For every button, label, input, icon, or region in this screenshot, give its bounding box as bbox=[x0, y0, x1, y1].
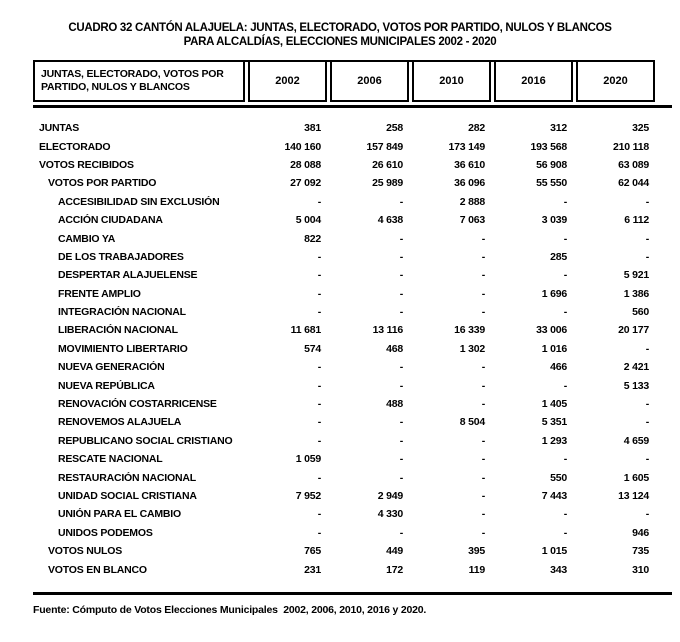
row-label: MOVIMIENTO LIBERTARIO bbox=[58, 342, 188, 355]
cell-value: 210 118 bbox=[613, 140, 649, 153]
cell-value: - bbox=[481, 269, 485, 282]
cell-value: - bbox=[481, 287, 485, 300]
cell-value: - bbox=[399, 306, 403, 319]
table-row bbox=[33, 395, 655, 413]
header-stub-cell: JUNTAS, ELECTORADO, VOTOS POR PARTIDO, NULOS Y BLANCOS bbox=[33, 62, 245, 102]
cell-value: 55 550 bbox=[536, 177, 567, 190]
cell-value: - bbox=[317, 471, 321, 484]
year-header-cell: 2020 bbox=[576, 62, 655, 102]
cell-value: 13 116 bbox=[372, 324, 403, 337]
cell-value: - bbox=[399, 526, 403, 539]
cell-value: - bbox=[399, 195, 403, 208]
cell-value: 468 bbox=[386, 342, 403, 355]
table-row bbox=[33, 560, 655, 578]
year-header-cell: 2002 bbox=[248, 62, 327, 102]
cell-value: 63 089 bbox=[618, 158, 649, 171]
row-label: LIBERACIÓN NACIONAL bbox=[58, 324, 178, 337]
cell-value: 765 bbox=[304, 545, 321, 558]
cell-value: 285 bbox=[550, 250, 567, 263]
cell-value: - bbox=[645, 232, 649, 245]
cell-value: 28 088 bbox=[290, 158, 321, 171]
cell-value: - bbox=[399, 453, 403, 466]
row-label: RESCATE NACIONAL bbox=[58, 453, 163, 466]
cell-value: - bbox=[317, 379, 321, 392]
cell-value: - bbox=[317, 416, 321, 429]
cell-value: - bbox=[645, 508, 649, 521]
cell-value: - bbox=[317, 287, 321, 300]
table-row bbox=[33, 432, 655, 450]
source-note: Fuente: Cómputo de Votos Elecciones Municipales 2002, 2006, 2010, 2016 y 2020. bbox=[33, 604, 427, 616]
header-bottom-rule bbox=[33, 105, 672, 108]
cell-value: - bbox=[317, 361, 321, 374]
cell-value: 5 351 bbox=[541, 416, 567, 429]
year-header-cell: 2006 bbox=[330, 62, 409, 102]
table-row bbox=[33, 303, 655, 321]
cell-value: - bbox=[399, 416, 403, 429]
cell-value: - bbox=[563, 526, 567, 539]
cell-value: - bbox=[317, 526, 321, 539]
row-label: FRENTE AMPLIO bbox=[58, 287, 141, 300]
cell-value: - bbox=[317, 434, 321, 447]
row-label: VOTOS RECIBIDOS bbox=[39, 158, 134, 171]
cell-value: 325 bbox=[632, 122, 649, 135]
cell-value: - bbox=[481, 398, 485, 411]
cell-value: 20 177 bbox=[618, 324, 649, 337]
row-label: DE LOS TRABAJADORES bbox=[58, 250, 184, 263]
table-row bbox=[33, 156, 655, 174]
table-row bbox=[33, 193, 655, 211]
cell-value: - bbox=[645, 416, 649, 429]
row-label: DESPERTAR ALAJUELENSE bbox=[58, 269, 198, 282]
row-label: CAMBIO YA bbox=[58, 232, 116, 245]
table-row bbox=[33, 413, 655, 431]
row-label: ACCESIBILIDAD SIN EXCLUSIÓN bbox=[58, 195, 220, 208]
cell-value: 395 bbox=[468, 545, 485, 558]
cell-value: 1 059 bbox=[295, 453, 321, 466]
table-row bbox=[33, 285, 655, 303]
cell-value: - bbox=[563, 195, 567, 208]
cell-value: 172 bbox=[386, 563, 403, 576]
cell-value: - bbox=[645, 342, 649, 355]
cell-value: 5 921 bbox=[623, 269, 649, 282]
table-row bbox=[33, 487, 655, 505]
cell-value: 5 133 bbox=[623, 379, 649, 392]
cell-value: - bbox=[645, 195, 649, 208]
table-row bbox=[33, 266, 655, 284]
cell-value: 282 bbox=[468, 122, 485, 135]
cell-value: 2 421 bbox=[623, 361, 649, 374]
cell-value: 1 605 bbox=[623, 471, 649, 484]
table-row bbox=[33, 321, 655, 339]
row-label: RENOVACIÓN COSTARRICENSE bbox=[58, 398, 217, 411]
cell-value: 1 696 bbox=[541, 287, 567, 300]
cell-value: - bbox=[563, 508, 567, 521]
cell-value: - bbox=[481, 250, 485, 263]
cell-value: - bbox=[317, 195, 321, 208]
cell-value: 1 386 bbox=[623, 287, 649, 300]
table-row bbox=[33, 137, 655, 155]
cell-value: - bbox=[481, 471, 485, 484]
cell-value: - bbox=[399, 379, 403, 392]
row-label: JUNTAS bbox=[39, 122, 80, 135]
cell-value: - bbox=[317, 269, 321, 282]
cell-value: 157 849 bbox=[366, 140, 403, 153]
cell-value: 466 bbox=[550, 361, 567, 374]
cell-value: 16 339 bbox=[454, 324, 485, 337]
cell-value: - bbox=[399, 434, 403, 447]
cell-value: - bbox=[645, 398, 649, 411]
cell-value: 1 293 bbox=[541, 434, 567, 447]
row-label: UNIDAD SOCIAL CRISTIANA bbox=[58, 490, 197, 502]
table-row bbox=[33, 248, 655, 266]
row-label: INTEGRACIÓN NACIONAL bbox=[58, 306, 186, 319]
cell-value: 312 bbox=[550, 122, 567, 135]
year-header-cell: 2010 bbox=[412, 62, 491, 102]
cell-value: - bbox=[563, 232, 567, 245]
cell-value: - bbox=[481, 306, 485, 319]
cell-value: 13 124 bbox=[618, 490, 649, 502]
row-label: ELECTORADO bbox=[39, 140, 111, 153]
cell-value: 574 bbox=[304, 342, 321, 355]
cell-value: 735 bbox=[632, 545, 649, 558]
cell-value: 1 405 bbox=[541, 398, 567, 411]
cell-value: - bbox=[481, 434, 485, 447]
table-row bbox=[33, 340, 655, 358]
cell-value: 27 092 bbox=[290, 177, 321, 190]
cell-value: - bbox=[481, 508, 485, 521]
table-row bbox=[33, 358, 655, 376]
cell-value: - bbox=[481, 361, 485, 374]
cell-value: - bbox=[481, 232, 485, 245]
cell-value: - bbox=[399, 361, 403, 374]
cell-value: - bbox=[645, 250, 649, 263]
cell-value: 173 149 bbox=[448, 140, 485, 153]
cell-value: 62 044 bbox=[618, 177, 649, 190]
cell-value: - bbox=[563, 453, 567, 466]
cell-value: 1 302 bbox=[459, 342, 485, 355]
cell-value: 6 112 bbox=[624, 214, 649, 227]
cell-value: 560 bbox=[632, 306, 649, 319]
cell-value: 8 504 bbox=[459, 416, 485, 429]
cell-value: - bbox=[399, 232, 403, 245]
cell-value: 33 006 bbox=[536, 324, 567, 337]
cell-value: 193 568 bbox=[530, 140, 567, 153]
table-body bbox=[33, 119, 655, 579]
year-header-cell: 2016 bbox=[494, 62, 573, 102]
cell-value: 36 096 bbox=[454, 177, 485, 190]
cell-value: 4 330 bbox=[377, 508, 403, 521]
cell-value: 25 989 bbox=[372, 177, 403, 190]
cell-value: 140 160 bbox=[284, 140, 321, 153]
cell-value: 2 949 bbox=[377, 490, 403, 502]
table-row bbox=[33, 376, 655, 394]
cell-value: 381 bbox=[304, 122, 321, 135]
cell-value: - bbox=[563, 379, 567, 392]
cell-value: 1 016 bbox=[541, 342, 567, 355]
cell-value: 7 443 bbox=[541, 490, 567, 502]
table-row bbox=[33, 524, 655, 542]
table-row bbox=[33, 542, 655, 560]
table-row bbox=[33, 211, 655, 229]
cell-value: 7 063 bbox=[459, 214, 485, 227]
title-line-1: CUADRO 32 CANTÓN ALAJUELA: JUNTAS, ELECTORADO, VOTOS POR PARTIDO, NULOS Y BLANCOS bbox=[68, 22, 612, 34]
row-label: RENOVEMOS ALAJUELA bbox=[58, 416, 182, 429]
table-row bbox=[33, 505, 655, 523]
row-label: VOTOS POR PARTIDO bbox=[48, 177, 157, 190]
data-table bbox=[33, 60, 672, 595]
cell-value: 449 bbox=[386, 545, 403, 558]
cell-value: - bbox=[317, 306, 321, 319]
cell-value: 119 bbox=[468, 563, 485, 576]
table-row bbox=[33, 119, 655, 137]
cell-value: 56 908 bbox=[536, 158, 567, 171]
page-title bbox=[0, 21, 680, 49]
cell-value: 488 bbox=[386, 398, 403, 411]
cell-value: 343 bbox=[550, 563, 567, 576]
cell-value: - bbox=[481, 379, 485, 392]
cell-value: 258 bbox=[386, 122, 403, 135]
table-bottom-rule bbox=[33, 592, 672, 595]
table-row bbox=[33, 468, 655, 486]
cell-value: 5 004 bbox=[295, 214, 321, 227]
row-label: NUEVA GENERACIÓN bbox=[58, 361, 165, 374]
cell-value: 7 952 bbox=[295, 490, 321, 502]
cell-value: - bbox=[645, 453, 649, 466]
cell-value: - bbox=[399, 269, 403, 282]
cell-value: 4 659 bbox=[623, 434, 649, 447]
cell-value: 4 638 bbox=[377, 214, 403, 227]
row-label: NUEVA REPÚBLICA bbox=[58, 379, 155, 392]
row-label: UNIÓN PARA EL CAMBIO bbox=[58, 508, 181, 521]
row-label: REPUBLICANO SOCIAL CRISTIANO bbox=[58, 434, 233, 447]
table-row bbox=[33, 229, 655, 247]
cell-value: - bbox=[317, 508, 321, 521]
cell-value: 822 bbox=[304, 232, 321, 245]
row-label: RESTAURACIÓN NACIONAL bbox=[58, 471, 196, 484]
cell-value: - bbox=[563, 306, 567, 319]
cell-value: 36 610 bbox=[454, 158, 485, 171]
cell-value: - bbox=[481, 490, 485, 502]
cell-value: 310 bbox=[632, 563, 649, 576]
cell-value: - bbox=[481, 453, 485, 466]
cell-value: - bbox=[317, 398, 321, 411]
row-label: ACCIÓN CIUDADANA bbox=[58, 214, 163, 227]
cell-value: - bbox=[399, 250, 403, 263]
cell-value: - bbox=[481, 526, 485, 539]
cell-value: - bbox=[317, 250, 321, 263]
cell-value: - bbox=[563, 269, 567, 282]
table-row bbox=[33, 174, 655, 192]
cell-value: - bbox=[399, 471, 403, 484]
cell-value: 3 039 bbox=[541, 214, 567, 227]
cell-value: 26 610 bbox=[372, 158, 403, 171]
title-line-2: PARA ALCALDÍAS, ELECCIONES MUNICIPALES 2002 - 2020 bbox=[183, 36, 497, 48]
table-row bbox=[33, 450, 655, 468]
cell-value: 231 bbox=[304, 563, 321, 576]
cell-value: 1 015 bbox=[541, 545, 567, 558]
cell-value: 2 888 bbox=[459, 195, 485, 208]
row-label: VOTOS NULOS bbox=[48, 545, 123, 558]
cell-value: 550 bbox=[550, 471, 567, 484]
cell-value: 11 681 bbox=[290, 324, 321, 337]
cell-value: - bbox=[399, 287, 403, 300]
table-header-row bbox=[33, 60, 655, 102]
row-label: UNIDOS PODEMOS bbox=[58, 526, 153, 539]
cell-value: 946 bbox=[632, 526, 649, 539]
row-label: VOTOS EN BLANCO bbox=[48, 563, 147, 576]
